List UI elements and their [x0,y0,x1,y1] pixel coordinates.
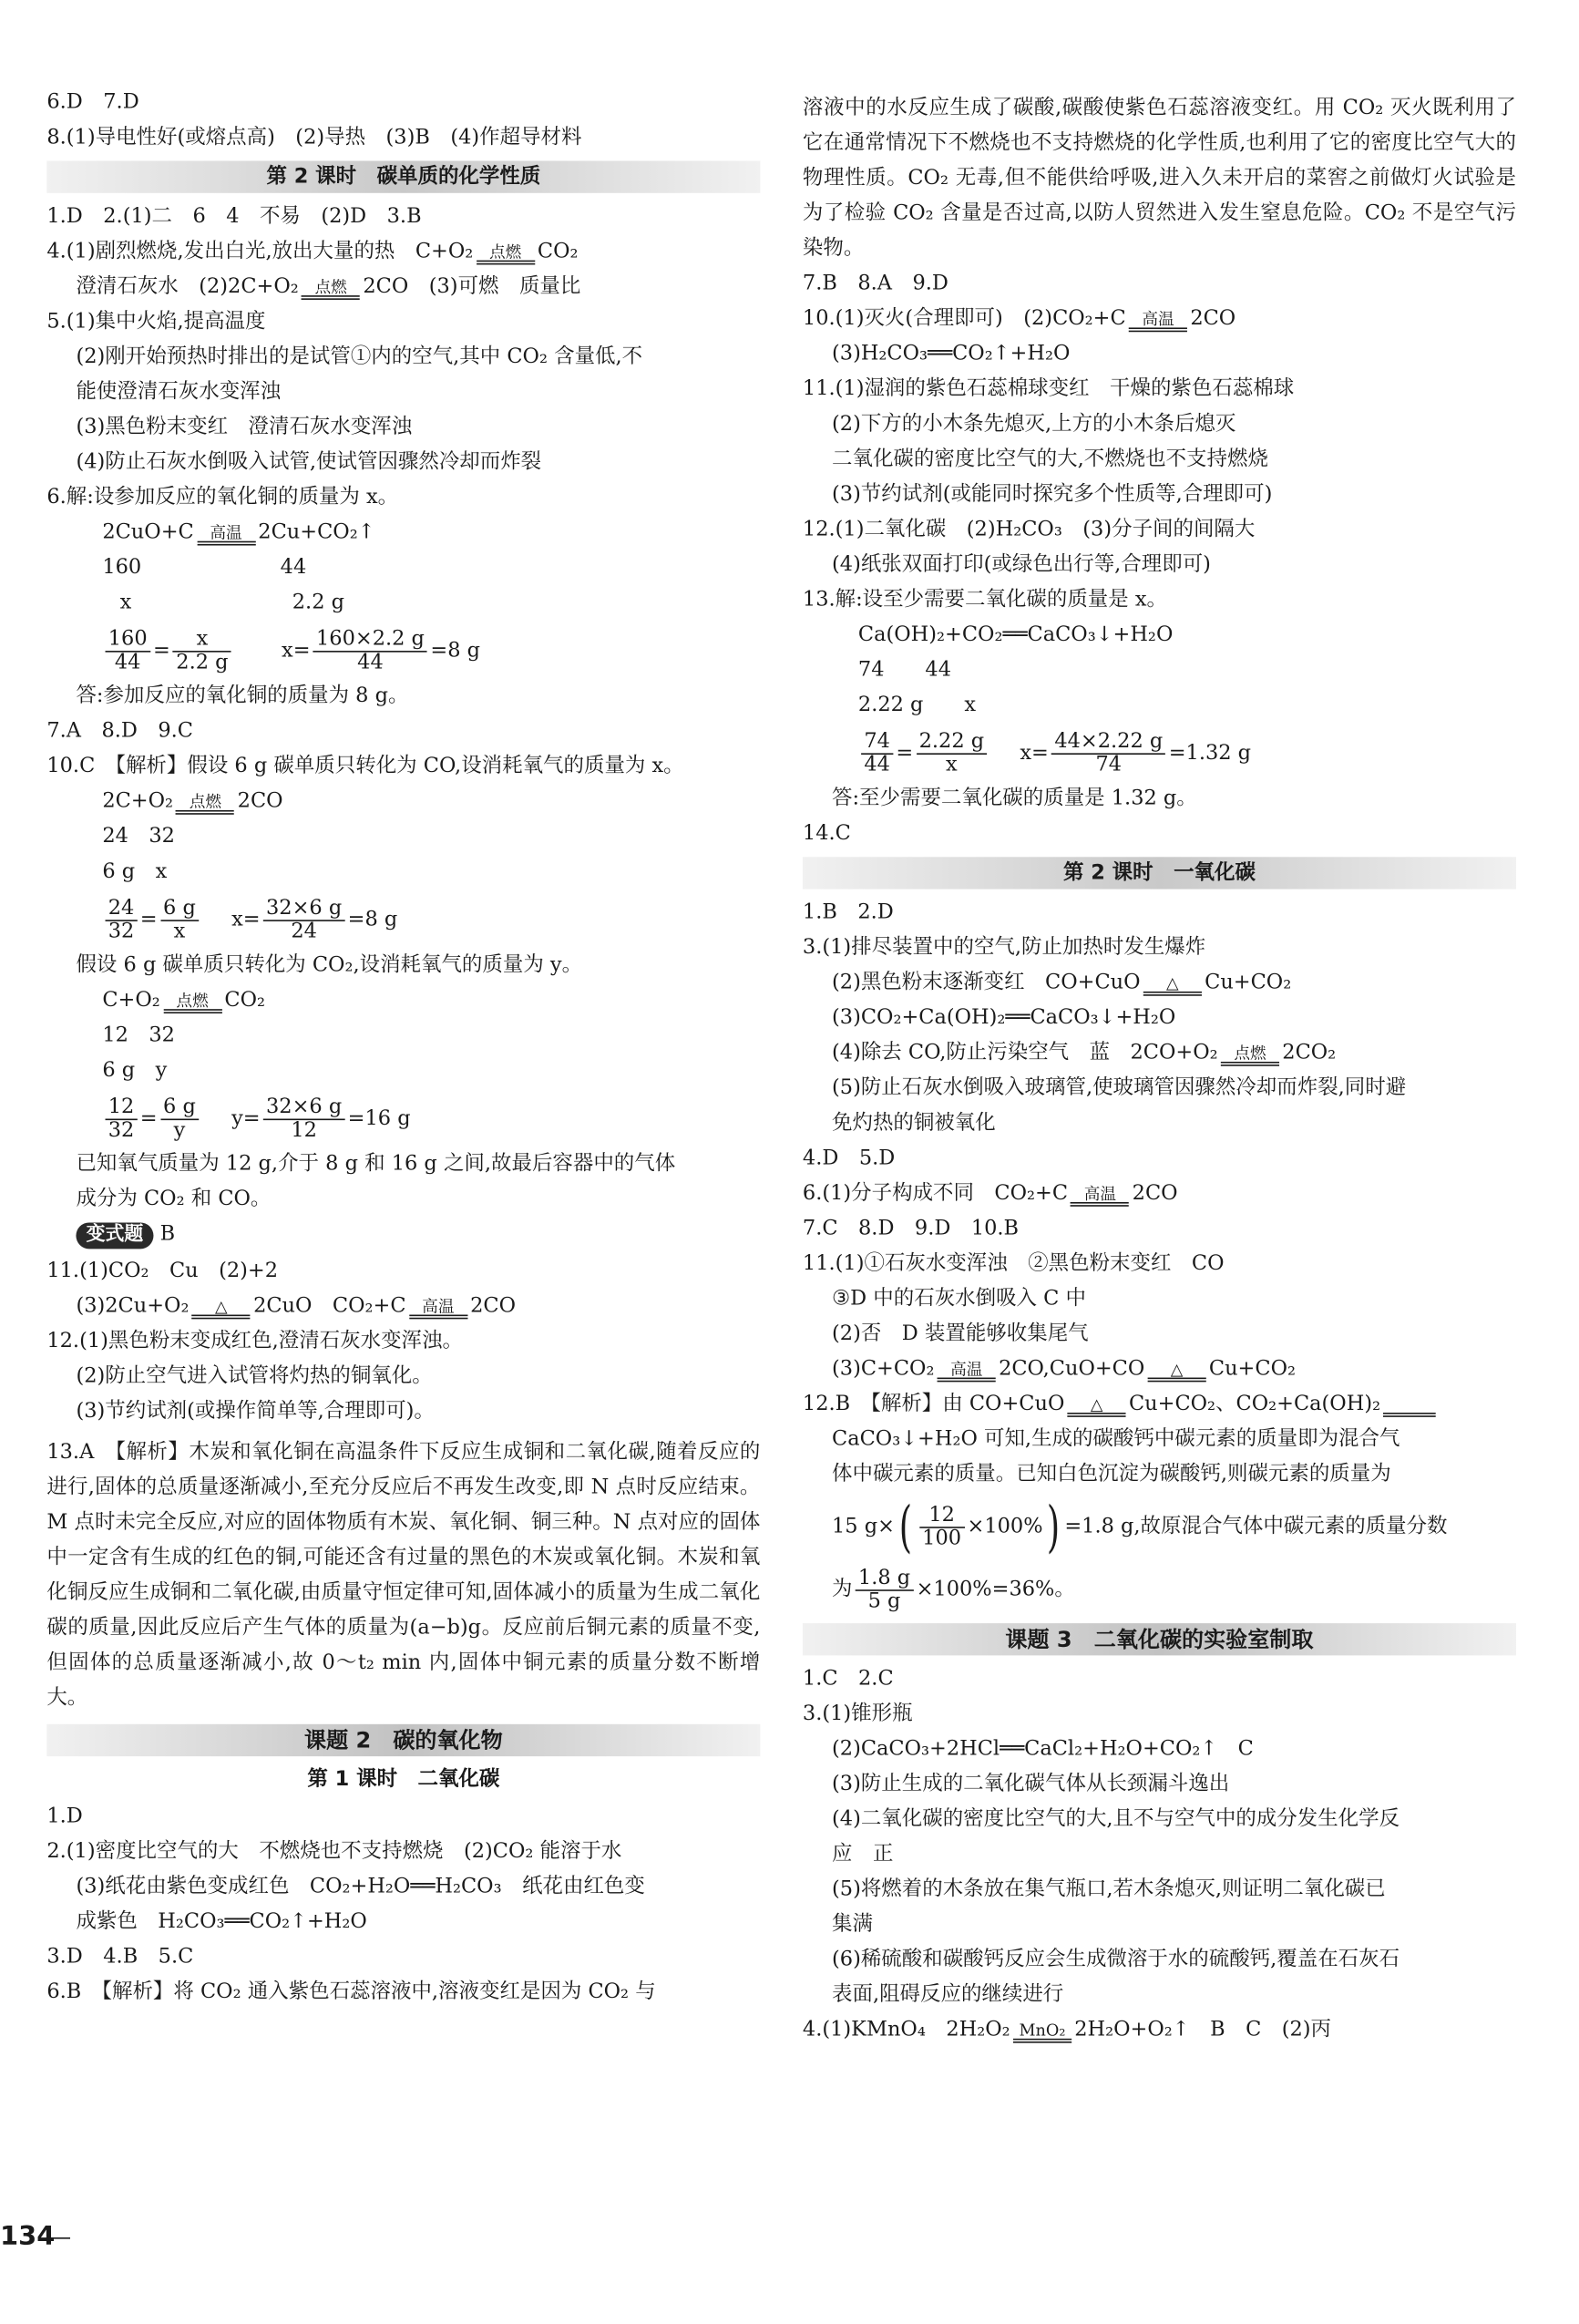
mass-ratio-line: 6 g x [102,859,168,884]
equation-line [803,1393,1516,1417]
variable: y= [231,1106,261,1131]
answer-line: 1.D 2.(1)二 6 4 不易 (2)D 3.B [46,204,422,229]
fraction: $\frac{24}{32}$ [106,897,138,942]
equation-left: (2)黑色粉末逐渐变红 CO+CuO [832,971,1141,995]
expression-part: ×100%=36%。 [916,1578,1075,1602]
answer-line: 答:至少需要二氧化碳的质量是 1.32 g。 [832,787,1197,810]
answer-line: 1.C 2.C [802,1667,894,1691]
equation-left: 4.(1)剧烈燃烧,发出白光,放出大量的热 C+O₂ [46,240,474,263]
reaction-condition: △ [1143,975,1202,995]
equation-left: 2CuO+C [102,520,194,544]
equation-right: 2CO [1132,1181,1178,1206]
equation-line [46,275,760,300]
answer-line: 6.D 7.D [46,90,139,115]
equation-part: 2CuO CO₂+C [253,1294,406,1318]
fraction: $\frac{160}{44}$ [106,628,150,674]
fraction-line: $\frac{74}{44}$ = $\frac{2.22 g}{x}$ x= $\frac{44\times 2.22 g}{74}$ =1.32 g [803,728,1516,778]
fraction-line: $\frac{24}{32}$ = $\frac{6 g}{x}$ x= $\frac{32\times 6 g}{24}$ =8 g [46,895,760,945]
answer-line: 10.C 【解析】假设 6 g 碳单质只转化为 CO,设消耗氧气的质量为 x。 [46,754,684,778]
reaction-condition: 高温 [938,1362,996,1382]
equation-part: Cu+CO₂ [1208,1357,1297,1381]
reaction-condition: 高温 [197,525,255,545]
variant-question-badge: 变式题 [76,1222,153,1249]
answer-line: (2)否 D 装置能够收集尾气 [832,1321,1089,1346]
answer-line: (2)防止空气进入试管将灼热的铜氧化。 [76,1364,433,1388]
topic-heading: 课题 3 二氧化碳的实验室制取 [803,1623,1516,1655]
answer-line: (4)纸张双面打印(或绿色出行等,合理即可) [832,552,1211,577]
right-column [803,90,1516,2052]
reaction-condition: △ [1148,1362,1206,1382]
equation-part: (3)C+CO₂ [832,1357,935,1381]
fraction: $\frac{32\times 6 g}{24}$ [263,897,345,942]
answer-line: 7.A 8.D 9.C [46,719,194,744]
equation-left: 10.(1)灭火(合理即可) (2)CO₂+C [802,306,1126,331]
expression-part: 15 g× [832,1515,895,1539]
mass-ratio-line: 74 44 [857,658,952,682]
fraction: $\frac{12}{100}$ [919,1504,964,1549]
answer-line: 12.(1)二氧化碳 (2)H₂CO₃ (3)分子间的间隔大 [802,518,1256,541]
ratio-value: 44 [280,555,307,580]
page-number-rule [46,2237,70,2239]
ratio-value: 2.2 g [292,591,345,614]
answer-line: 答:参加反应的氧化铜的质量为 8 g。 [76,684,409,708]
fraction: $\frac{1.8 g}{5 g}$ [856,1567,914,1612]
mass-ratio-line: 2.22 g x [857,693,977,717]
answer-line: (5)将燃着的木条放在集气瓶口,若木条熄灭,则证明二氧化碳已 [832,1877,1386,1901]
equation-line [803,2018,1516,2042]
answer-line: 4.D 5.D [802,1147,896,1170]
equation-right: CO₂ [537,240,579,263]
reaction-condition: 高温 [1071,1186,1129,1206]
equation-line [46,1294,760,1319]
answer-line: 3.(1)锥形瓶 [802,1702,913,1726]
answer-line: 8.(1)导电性好(或熔点高) (2)导热 (3)B (4)作超导材料 [46,125,582,149]
equation-line [803,1182,1516,1207]
answer-line: 7.B 8.A 9.D [802,272,948,296]
lesson-heading: 第 2 课时 碳单质的化学性质 [46,161,760,193]
answer-line: (3)H₂CO₃══CO₂↑+H₂O [832,342,1071,366]
answer-line: (2)CaCO₃+2HCl══CaCl₂+H₂O+CO₂↑ C [832,1737,1254,1761]
mass-ratio-line: 12 32 [102,1023,175,1047]
reaction-condition: 高温 [1129,312,1187,332]
equation-line [803,307,1516,332]
answer-line: 集满 [832,1912,873,1937]
equation-left: 澄清石灰水 (2)2C+O₂ [76,274,299,299]
variant-answer: B [159,1222,176,1247]
equation-right: 2CO₂ [1282,1041,1337,1065]
reaction-condition: 高温 [409,1299,467,1319]
equation-part: 12.B 【解析】由 CO+CuO [802,1392,1065,1416]
expression-part: 为 [832,1578,853,1602]
fraction: $\frac{32\times 6 g}{12}$ [263,1096,345,1142]
answer-line: 11.(1)①石灰水变浑浊 ②黑色粉末变红 CO [802,1251,1225,1276]
equation-part: (3)2Cu+O₂ [76,1294,190,1318]
fraction-line: $\frac{160}{44}$ = $\frac{x}{2.2 g}$ x= $\frac{160\times 2.2 g}{44}$ =8 g [46,626,760,676]
equation-line [803,971,1516,995]
equation-right: 2Cu+CO₂↑ [258,520,375,544]
lesson-heading: 第 2 课时 一氧化碳 [803,857,1516,889]
answer-line: (4)二氧化碳的密度比空气的大,且不与空气中的成分发生化学反 [832,1807,1400,1831]
answer-line: (6)稀硫酸和碳酸钙反应会生成微溶于水的硫酸钙,覆盖在石灰石 [832,1948,1400,1972]
left-column [46,90,760,2015]
explanation-paragraph: 溶液中的水反应生成了碳酸,碳酸使紫色石蕊溶液变红。用 CO₂ 灭火既利用了它在通常情况下不燃烧也不支持燃烧的化学性质,也利用了它的密度比空气大的物理性质。CO₂ 无毒,但不能供给呼吸,进入久未开启的菜窖之前做灯火试验是为了检验 CO₂ 含量是否过高,以防人贸然进入发生窒息危险。CO₂ 不是空气污染物。 [802,96,1516,261]
mass-ratio-line: 6 g y [102,1058,168,1083]
answer-line: 假设 6 g 碳单质只转化为 CO₂,设消耗氧气的质量为 y。 [76,953,583,977]
fraction: $\frac{6 g}{y}$ [160,1096,199,1142]
answer-line: 能使澄清石灰水变浑浊 [76,380,282,404]
fraction: $\frac{44\times 2.22 g}{74}$ [1051,730,1165,776]
mass-ratio-line [46,556,760,581]
ratio-value: 160 [102,555,142,580]
reaction-condition: MnO₂ [1013,2022,1071,2042]
answer-line: 体中碳元素的质量。已知白色沉淀为碳酸钙,则碳元素的质量为 [832,1462,1391,1486]
equation-right: Cu+CO₂ [1205,971,1292,995]
result: =1.32 g [1168,741,1252,766]
variable: x= [282,639,311,663]
answer-line: 免灼热的铜被氧化 [832,1111,996,1136]
equation-part: 2CO [470,1294,517,1318]
left-paren: ( [898,1494,912,1559]
equation-line [46,989,760,1013]
answer-line: (3)节约试剂(或操作简单等,合理即可)。 [76,1399,435,1424]
ratio-value: x [119,591,132,614]
answer-line: 二氧化碳的密度比空气的大,不燃烧也不支持燃烧 [832,447,1268,471]
right-paren: ) [1047,1494,1061,1559]
topic-heading: 课题 2 碳的氧化物 [46,1724,760,1756]
answer-line: CaCO₃↓+H₂O 可知,生成的碳酸钙中碳元素的质量即为混合气 [832,1427,1400,1451]
reaction-condition: 点燃 [1221,1045,1279,1065]
equation-line [803,1041,1516,1065]
explanation-paragraph: 13.A 【解析】木炭和氧化铜在高温条件下反应生成铜和二氧化碳,随着反应的进行,固体的总质量逐渐减小,至充分反应后不再发生改变,即 N 点时反应结束。M 点时未完全反应,对应的固体物质有木炭、氧化铜、铜三种。N 点对应的固体中一定含有生成的红色的铜,可能还含有过量的黑色的木炭或氧化铜。木炭和氧化铜反应生成铜和二氧化碳,由质量守恒定律可知,固体减小的质量为生成二氧化碳的质量,因此反应后产生气体的质量为(a−b)g。反应前后铜元素的质量不变,但固体的总质量逐渐减小,故 0～t₂ min 内,固体中铜元素的质量分数不断增大。 [46,1440,761,1710]
fraction-line [803,1565,1516,1615]
lesson-heading: 第 1 课时 二氧化碳 [307,1767,500,1792]
answer-line: (3)防止生成的二氧化碳气体从长颈漏斗逸出 [832,1772,1230,1796]
equation-line: Ca(OH)₂+CO₂══CaCO₃↓+H₂O [857,622,1174,647]
page-number: 134 [0,2221,56,2253]
reaction-condition: 点燃 [476,244,534,264]
equation-left: C+O₂ [102,988,160,1013]
result: =16 g [347,1106,411,1131]
equation-left: 2C+O₂ [102,789,174,814]
answer-line: 7.C 8.D 9.D 10.B [802,1217,1020,1240]
answer-line: (3)黑色粉末变红 澄清石灰水变浑浊 [76,415,413,439]
fraction: $\frac{160\times 2.2 g}{44}$ [313,628,427,674]
equals-sign [1383,1396,1436,1416]
variant-question-line [46,1222,760,1249]
answer-line: (4)防止石灰水倒吸入试管,使试管因骤然冷却而炸裂 [76,450,542,474]
equation-line [46,789,760,814]
mass-ratio-line: 24 32 [102,824,175,848]
answer-line: (2)下方的小木条先熄灭,上方的小木条后熄灭 [832,412,1236,437]
equation-right: 2CO (3)可燃 质量比 [363,274,581,299]
answer-line: 6.解:设参加反应的氧化铜的质量为 x。 [46,485,399,509]
equation-right: 2CO [1190,306,1236,331]
expression-part: =1.8 g,故原混合气体中碳元素的质量分数 [1064,1515,1448,1539]
reaction-condition: △ [1068,1396,1126,1416]
equation-line [803,1357,1516,1382]
fraction-line [803,1494,1516,1559]
answer-line: (3)纸花由紫色变成红色 CO₂+H₂O══H₂CO₃ 纸花由红色变 [76,1875,645,1898]
expression-part: ×100% [967,1515,1043,1539]
equation-right: CO₂ [224,988,266,1013]
equation-right: 2H₂O+O₂↑ B C (2)丙 [1074,2018,1332,2042]
fraction: $\frac{x}{2.2 g}$ [173,628,231,674]
fraction-line: $\frac{12}{32}$ = $\frac{6 g}{y}$ y= $\frac{32\times 6 g}{12}$ =16 g [46,1094,760,1144]
answer-line: 1.D [46,1805,83,1828]
equation-line [46,520,760,545]
result: =8 g [347,908,398,932]
fraction: $\frac{2.22 g}{x}$ [916,730,987,776]
answer-line: 3.(1)排尽装置中的空气,防止加热时发生爆炸 [802,935,1206,960]
answer-line: (5)防止石灰水倒吸入玻璃管,使玻璃管因骤然冷却而炸裂,同时避 [832,1075,1407,1100]
answer-line: (3)节约试剂(或能同时探究多个性质等,合理即可) [832,482,1273,507]
answer-line: (3)CO₂+Ca(OH)₂══CaCO₃↓+H₂O [832,1005,1176,1030]
fraction: $\frac{12}{32}$ [106,1096,138,1142]
answer-line: 13.解:设至少需要二氧化碳的质量是 x。 [802,588,1167,612]
reaction-condition: 点燃 [302,279,360,299]
equation-left: (4)除去 CO,防止污染空气 蓝 2CO+O₂ [832,1041,1218,1065]
reaction-condition: 点燃 [163,993,221,1013]
answer-line: 成分为 CO₂ 和 CO。 [76,1187,272,1211]
answer-line: 成紫色 H₂CO₃══CO₂↑+H₂O [76,1909,367,1934]
answer-line: 3.D 4.B 5.C [46,1945,194,1969]
mass-ratio-line [46,591,760,615]
result: =8 g [430,639,481,663]
answer-line: 11.(1)湿润的紫色石蕊棉球变红 干燥的紫色石蕊棉球 [802,376,1295,401]
answer-line: 5.(1)集中火焰,提高温度 [46,310,266,334]
answer-line: 14.C [802,821,851,846]
reaction-condition: △ [192,1299,251,1319]
answer-line: 2.(1)密度比空气的大 不燃烧也不支持燃烧 (2)CO₂ 能溶于水 [46,1839,622,1864]
equation-part: Cu+CO₂、CO₂+Ca(OH)₂ [1128,1392,1381,1416]
answer-line: ③D 中的石灰水倒吸入 C 中 [832,1287,1086,1311]
answer-line: 12.(1)黑色粉末变成红色,澄清石灰水变浑浊。 [46,1329,463,1353]
equation-right: 2CO [237,789,283,814]
variable: x= [231,908,261,932]
answer-line: 1.B 2.D [802,900,894,925]
equation-left: 6.(1)分子构成不同 CO₂+C [802,1181,1069,1206]
answer-line: 6.B 【解析】将 CO₂ 通入紫色石蕊溶液中,溶液变红是因为 CO₂ 与 [46,1980,656,2004]
variable: x= [1020,741,1049,766]
answer-line: 已知氧气质量为 12 g,介于 8 g 和 16 g 之间,故最后容器中的气体 [76,1152,676,1177]
equation-line [46,240,760,264]
fraction: $\frac{6 g}{x}$ [160,897,199,942]
equation-part: 2CO,CuO+CO [999,1357,1145,1381]
reaction-condition: 点燃 [176,794,234,814]
fraction: $\frac{74}{44}$ [861,730,893,776]
answer-line: (2)刚开始预热时排出的是试管①内的空气,其中 CO₂ 含量低,不 [76,344,643,369]
answer-line: 应 正 [832,1842,894,1866]
answer-line: 表面,阻碍反应的继续进行 [832,1982,1064,2007]
equation-left: 4.(1)KMnO₄ 2H₂O₂ [802,2018,1010,2042]
answer-line: 11.(1)CO₂ Cu (2)+2 [46,1259,279,1283]
